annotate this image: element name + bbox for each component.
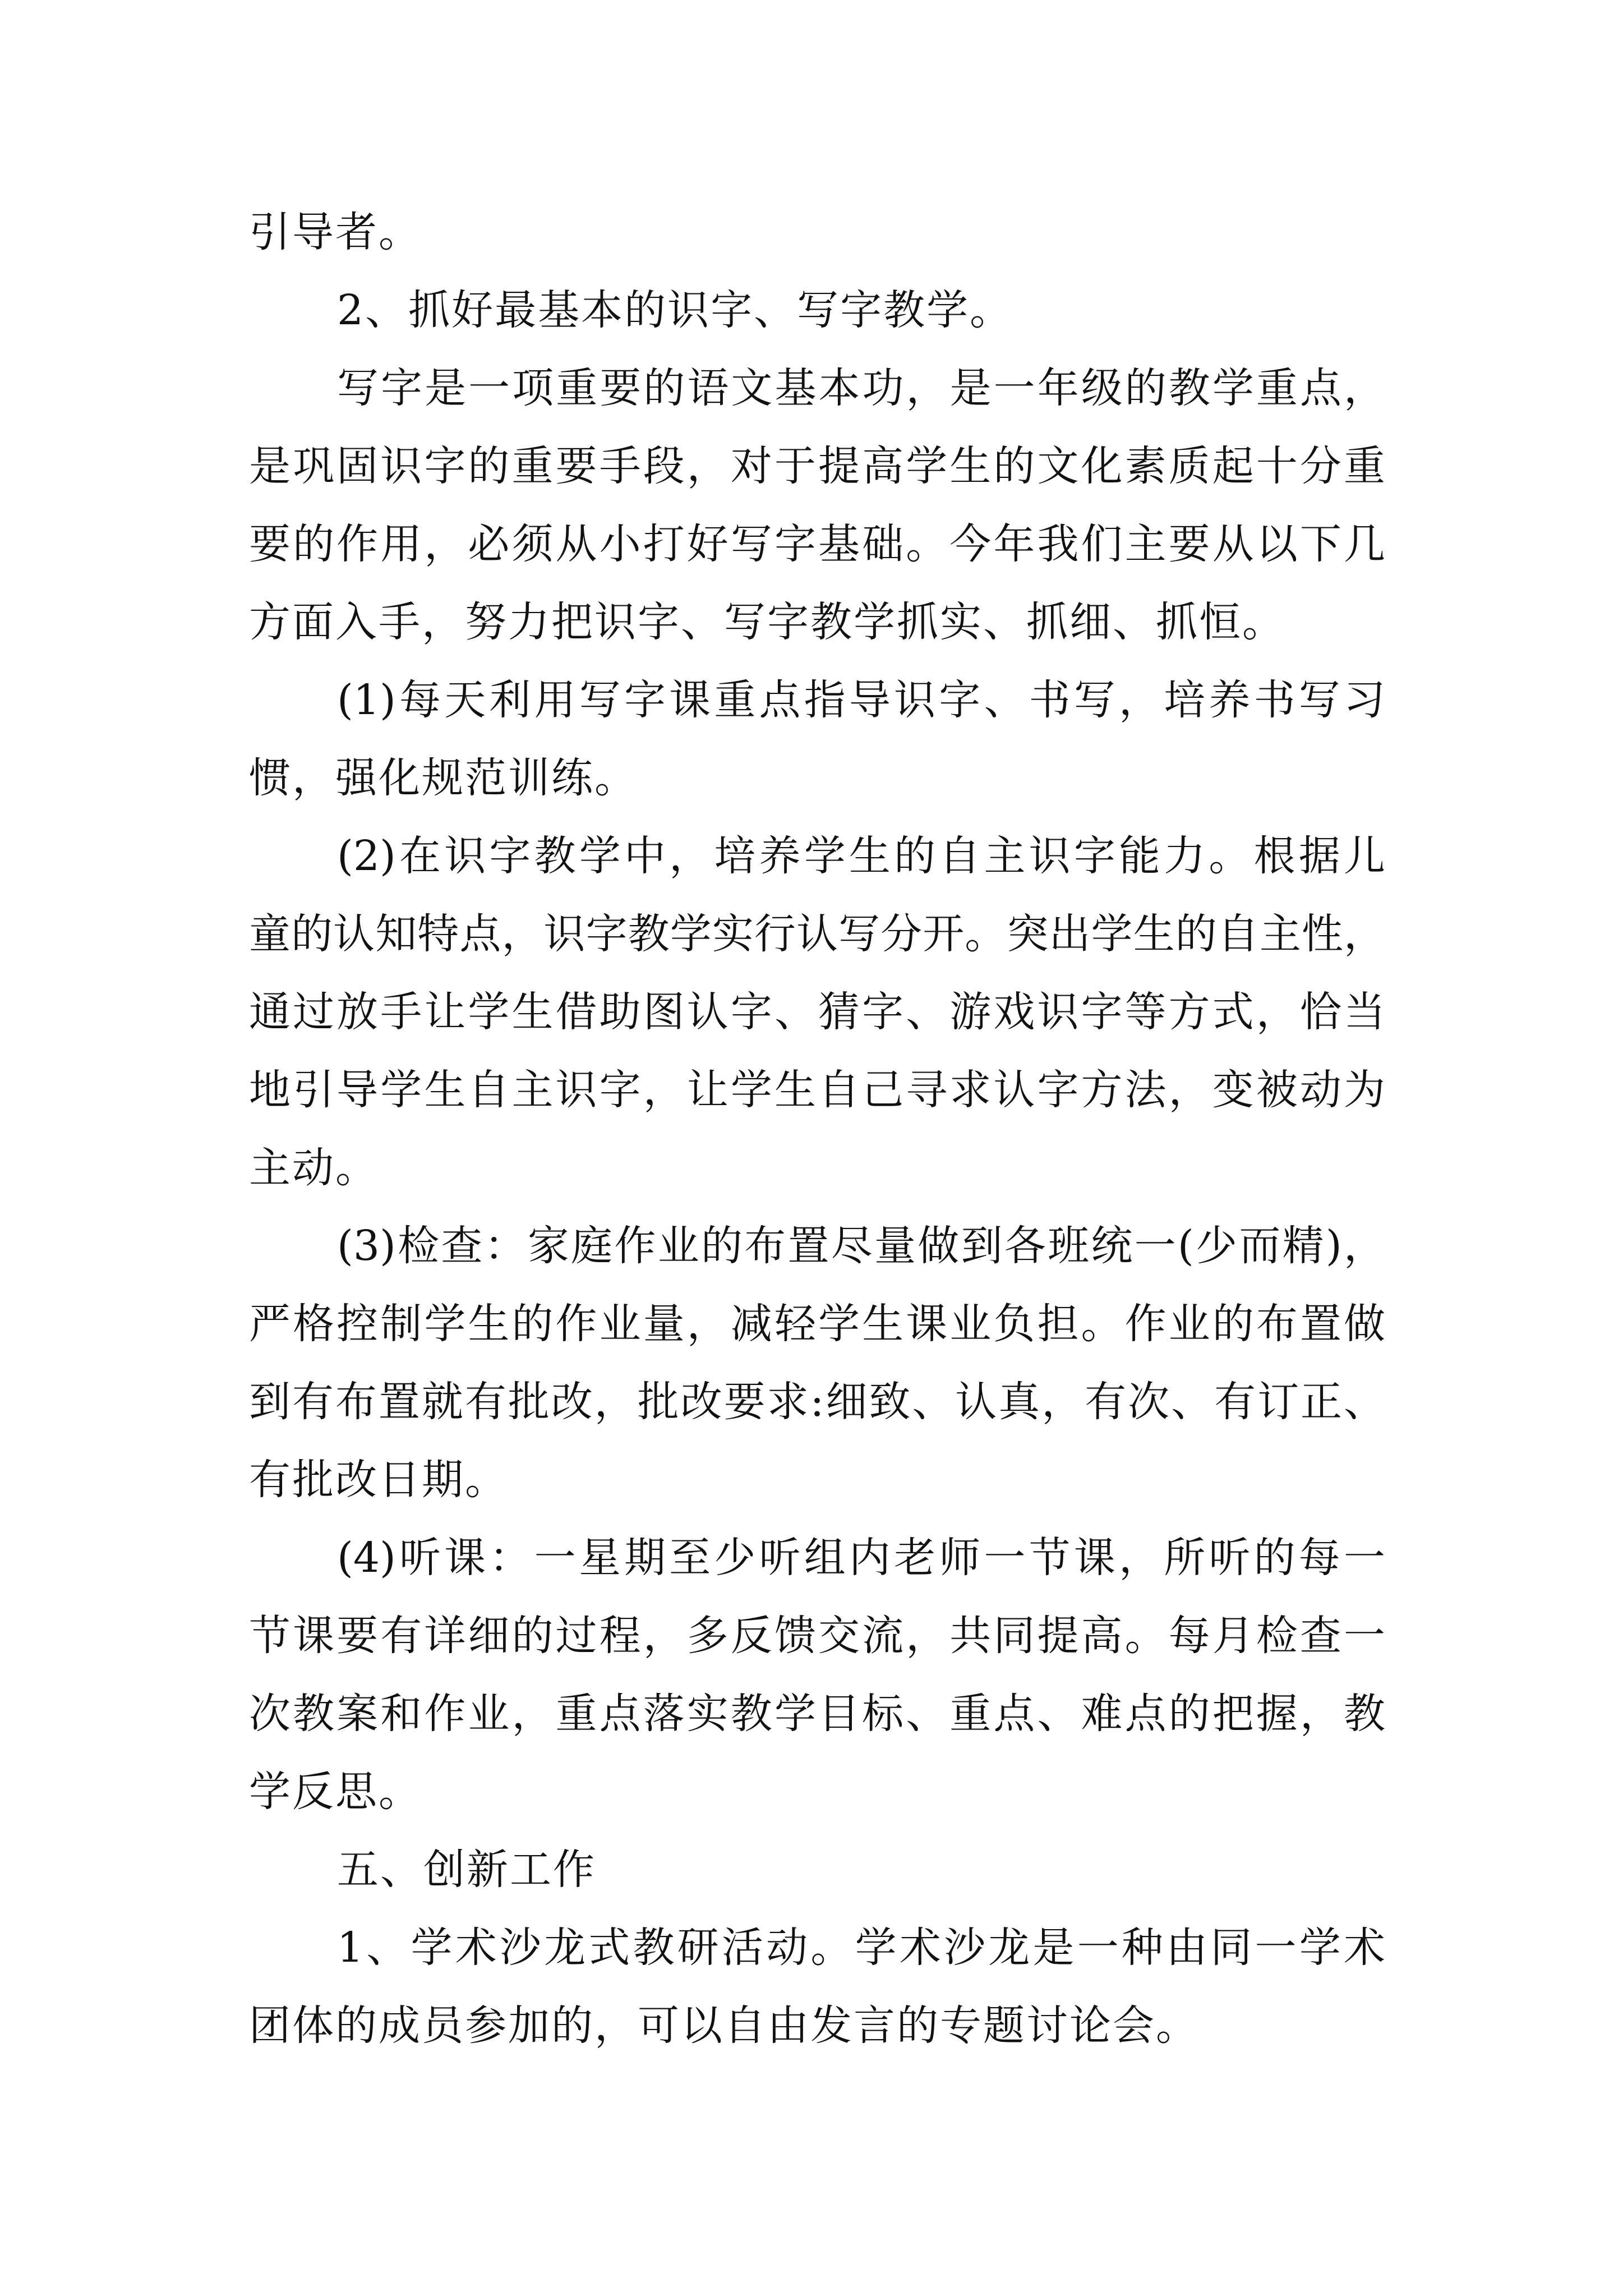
text-line: (2)在识字教学中，培养学生的自主识字能力。根据儿: [337, 832, 1385, 880]
text-line: 通过放手让学生借助图认字、猜字、游戏识字等方式，恰当: [249, 988, 1385, 1036]
section-heading: 五、创新工作: [337, 1846, 596, 1894]
text-line: 1、学术沙龙式教研活动。学术沙龙是一种由同一学术: [337, 1924, 1385, 1972]
document-body: [249, 194, 1385, 2065]
text-line: 童的认知特点，识字教学实行认写分开。突出学生的自主性，: [249, 910, 1385, 958]
text-line: (3)检查：家庭作业的布置尽量做到各班统一(少而精)，: [337, 1222, 1385, 1270]
text-line: 严格控制学生的作业量，减轻学生课业负担。作业的布置做: [249, 1300, 1385, 1348]
text-line: 惯，强化规范训练。: [249, 754, 638, 802]
text-line: 方面入手，努力把识字、写字教学抓实、抓细、抓恒。: [249, 598, 1285, 646]
text-line: 地引导学生自主识字，让学生自己寻求认字方法，变被动为: [249, 1066, 1385, 1114]
text-line: 次教案和作业，重点落实教学目标、重点、难点的把握，教: [249, 1690, 1385, 1738]
text-line: 引导者。: [249, 208, 422, 256]
text-line: (4)听课：一星期至少听组内老师一节课，所听的每一: [337, 1534, 1385, 1582]
text-line: (1)每天利用写字课重点指导识字、书写，培养书写习: [337, 676, 1385, 724]
text-line: 团体的成员参加的，可以自由发言的专题讨论会。: [249, 2001, 1199, 2050]
section-heading: 2、抓好最基本的识字、写字教学。: [337, 286, 1013, 334]
text-line: 到有布置就有批改，批改要求:细致、认真，有次、有订正、: [249, 1378, 1385, 1426]
text-line: 是巩固识字的重要手段，对于提高学生的文化素质起十分重: [249, 442, 1385, 490]
text-line: 节课要有详细的过程，多反馈交流，共同提高。每月检查一: [249, 1612, 1385, 1660]
text-line: 学反思。: [249, 1768, 422, 1816]
text-line: 写字是一项重要的语文基本功，是一年级的教学重点，: [337, 364, 1385, 412]
text-line: 要的作用，必须从小打好写字基础。今年我们主要从以下几: [249, 520, 1385, 568]
text-line: 主动。: [249, 1144, 379, 1192]
text-line: 有批改日期。: [249, 1456, 508, 1504]
